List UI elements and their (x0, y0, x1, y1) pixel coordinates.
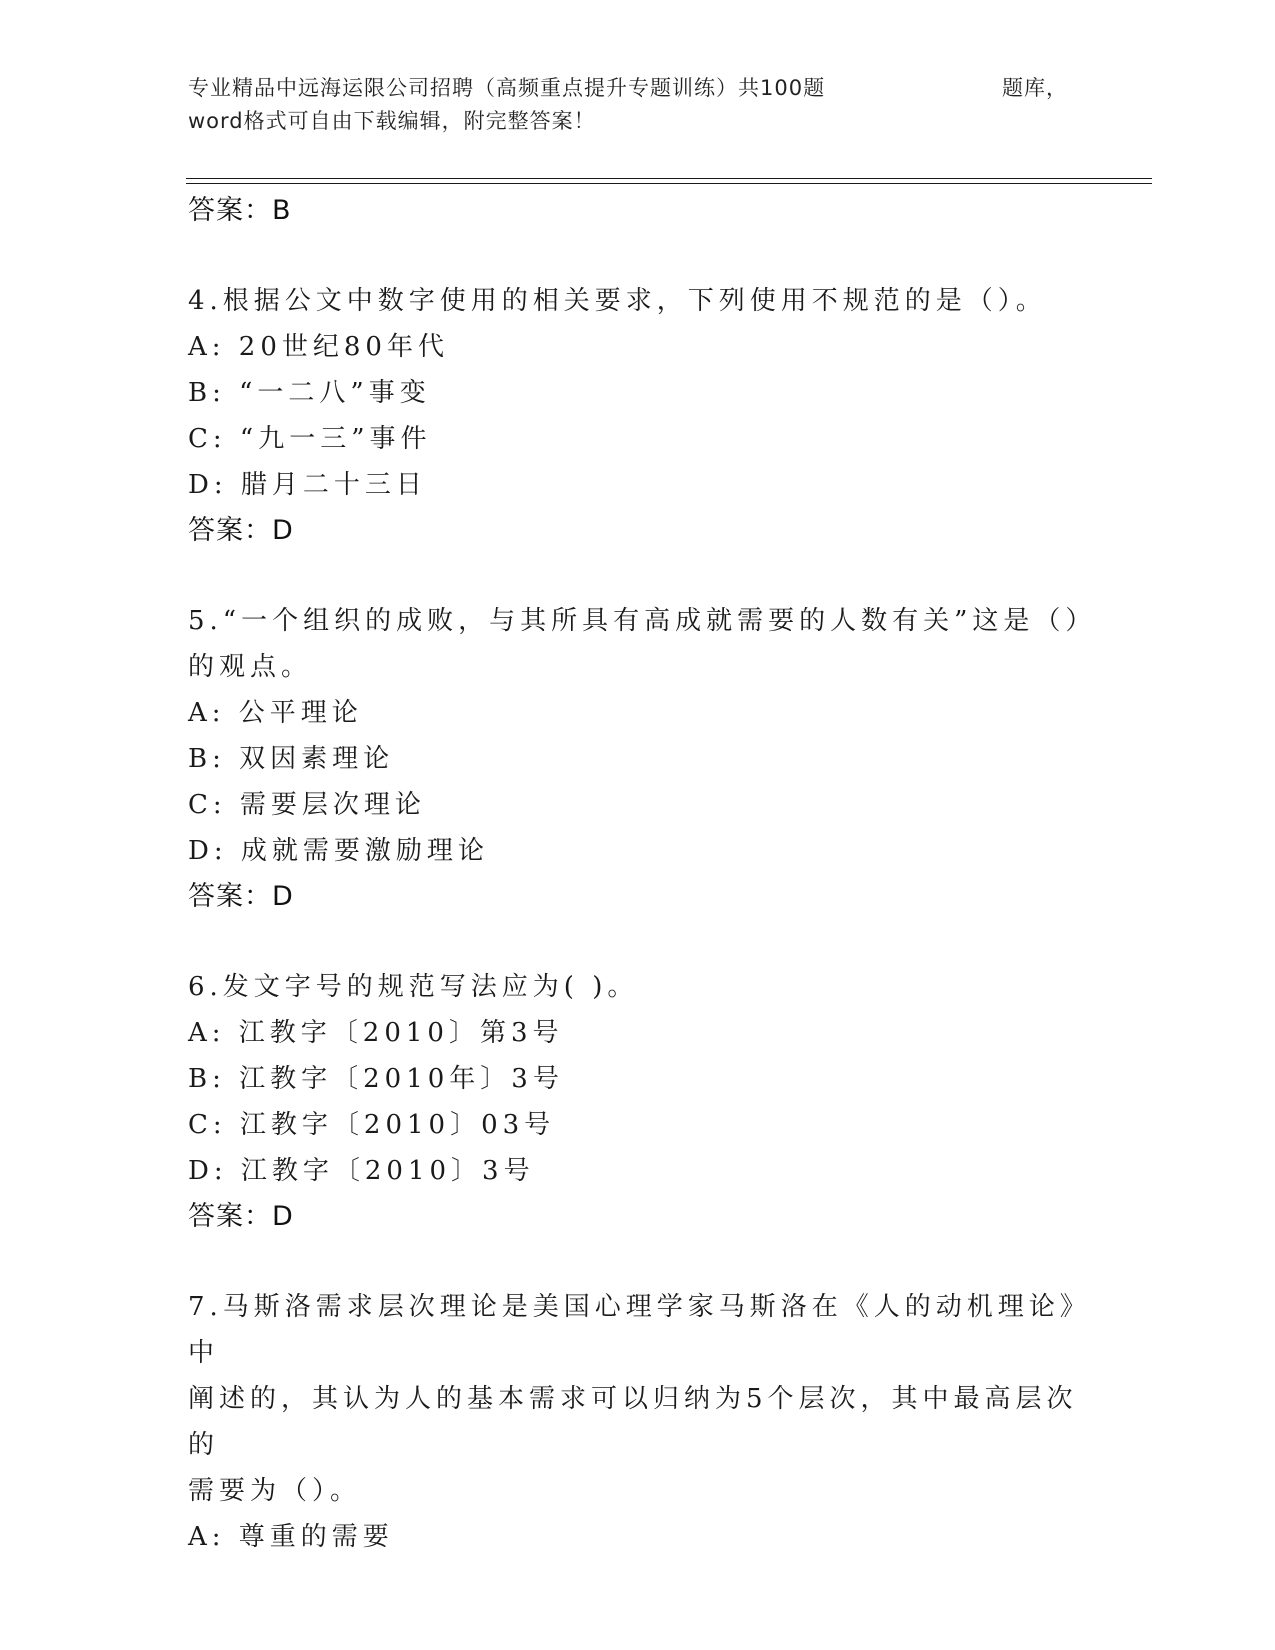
header-divider-bottom (186, 183, 1152, 184)
q6-option-b: B: 江教字〔2010年〕3号 (188, 1064, 564, 1094)
header-divider-top (186, 178, 1152, 179)
q5-option-d: D: 成就需要激励理论 (188, 836, 489, 866)
page-header (188, 72, 1068, 138)
q6-option-a: A: 江教字〔2010〕第3号 (188, 1018, 564, 1048)
question-6: 6.发文字号的规范写法应为( )。 (188, 972, 639, 1002)
q6-option-d: D: 江教字〔2010〕3号 (188, 1156, 535, 1186)
q4-option-b: B: “一二八”事变 (188, 378, 431, 408)
document-body (188, 188, 1097, 1560)
q5-option-b: B: 双因素理论 (188, 744, 395, 774)
q5-option-c: C: 需要层次理论 (188, 790, 426, 820)
q4-option-a: A: 20世纪80年代 (188, 332, 449, 362)
header-subtitle: word格式可自由下载编辑，附完整答案！ (188, 109, 596, 133)
q7-option-a: A: 尊重的需要 (188, 1522, 394, 1552)
header-line-1 (188, 72, 1068, 105)
q4-option-d: D: 腊月二十三日 (188, 470, 427, 500)
header-title: 专业精品中远海运限公司招聘（高频重点提升专题训练）共100题 (188, 76, 826, 100)
answer-q5: 答案：D (188, 881, 294, 912)
question-5-line-2: 的观点。 (188, 652, 313, 682)
answer-q3: 答案：B (188, 195, 292, 226)
answer-q6: 答案：D (188, 1201, 294, 1232)
question-4: 4.根据公文中数字使用的相关要求，下列使用不规范的是（）。 (188, 286, 1047, 316)
answer-q4: 答案：D (188, 515, 294, 546)
header-title-suffix: 题库， (1002, 76, 1068, 100)
q4-option-c: C: “九一三”事件 (188, 424, 432, 454)
question-7-line-2: 阐述的，其认为人的基本需求可以归纳为5个层次，其中最高层次的 (188, 1384, 1078, 1460)
question-7-line-1: 7.马斯洛需求层次理论是美国心理学家马斯洛在《人的动机理论》中 (188, 1292, 1078, 1368)
q6-option-c: C: 江教字〔2010〕03号 (188, 1110, 556, 1140)
question-5-line-1: 5.“一个组织的成败，与其所具有高成就需要的人数有关”这是（） (188, 606, 1097, 636)
q5-option-a: A: 公平理论 (188, 698, 363, 728)
question-7-line-3: 需要为（）。 (188, 1476, 362, 1506)
